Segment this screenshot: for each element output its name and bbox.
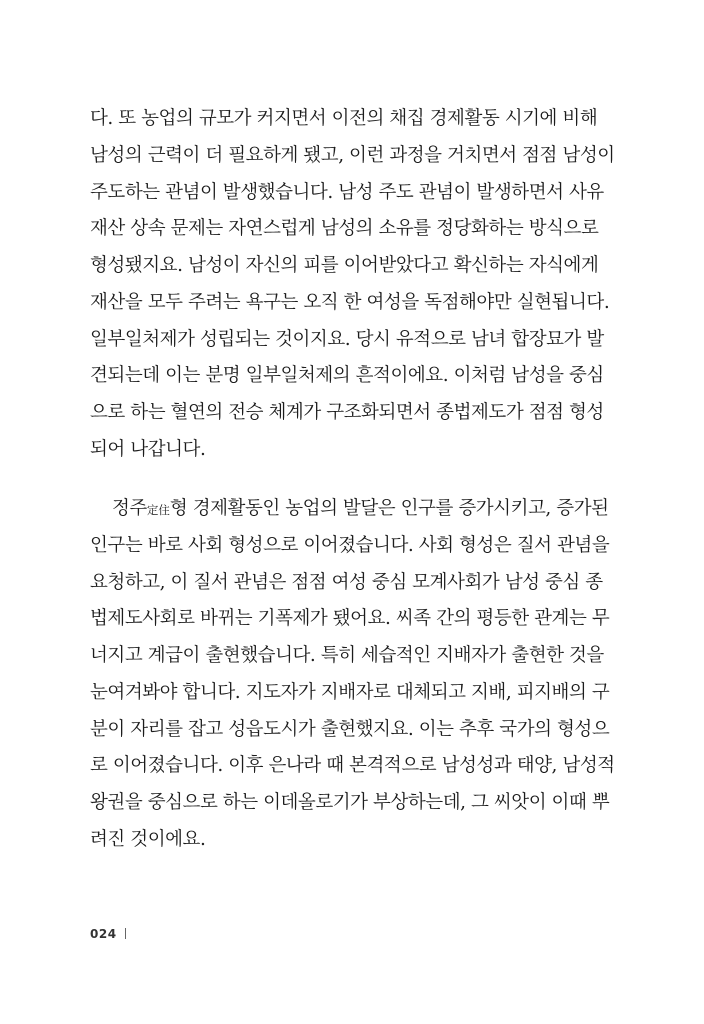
text-line: 려진 것이에요. [90,829,206,850]
page-footer [90,927,126,941]
text-line: 왕권을 중심으로 하는 이데올로기가 부상하는데, 그 씨앗이 이때 뿌 [90,792,610,813]
page-number: 024 [90,927,117,941]
text-line: 너지고 계급이 출현했습니다. 특히 세습적인 지배자가 출현한 것을 [90,645,604,666]
text-line: 되어 나갑니다. [90,439,206,460]
text-line: 인구는 바로 사회 형성으로 이어졌습니다. 사회 형성은 질서 관념을 [90,535,610,556]
text-line: 다. 또 농업의 규모가 커지면서 이전의 채집 경제활동 시기에 비해 [90,108,598,129]
text-line: 로 이어졌습니다. 이후 은나라 때 본격적으로 남성성과 태양, 남성적 [90,755,615,776]
text-line: 분이 자리를 잡고 성읍도시가 출현했지요. 이는 추후 국가의 형성으 [90,719,610,740]
text-line-first [112,496,609,522]
text-line: 요청하고, 이 질서 관념은 점점 여성 중심 모계사회가 남성 중심 종 [90,572,603,593]
text-line: 으로 하는 혈연의 전승 체계가 구조화되면서 종법제도가 점점 형성 [90,402,604,423]
hanja-annotation: 定住 [146,503,170,517]
text-line: 눈여겨봐야 합니다. 지도자가 지배자로 대체되고 지배, 피지배의 구 [90,682,610,703]
page-number-divider [125,928,126,939]
text-line: 재산을 모두 주려는 욕구는 오직 한 여성을 독점해야만 실현됩니다. [90,292,610,313]
first-line-rest: 형 경제활동인 농업의 발달은 인구를 증가시키고, 증가된 [169,498,609,519]
text-line: 형성됐지요. 남성이 자신의 피를 이어받았다고 확신하는 자식에게 [90,255,599,276]
text-line: 일부일처제가 성립되는 것이지요. 당시 유적으로 남녀 합장묘가 발 [90,329,604,350]
text-line: 법제도사회로 바뀌는 기폭제가 됐어요. 씨족 간의 평등한 관계는 무 [90,608,610,629]
first-line-lead: 정주 [112,498,147,519]
text-line: 견되는데 이는 분명 일부일처제의 흔적이에요. 이처럼 남성을 중심 [90,365,604,386]
text-line: 재산 상속 문제는 자연스럽게 남성의 소유를 정당화하는 방식으로 [90,218,599,239]
text-line: 남성의 근력이 더 필요하게 됐고, 이런 과정을 거치면서 점점 남성이 [90,145,615,166]
text-line: 주도하는 관념이 발생했습니다. 남성 주도 관념이 발생하면서 사유 [90,182,604,203]
